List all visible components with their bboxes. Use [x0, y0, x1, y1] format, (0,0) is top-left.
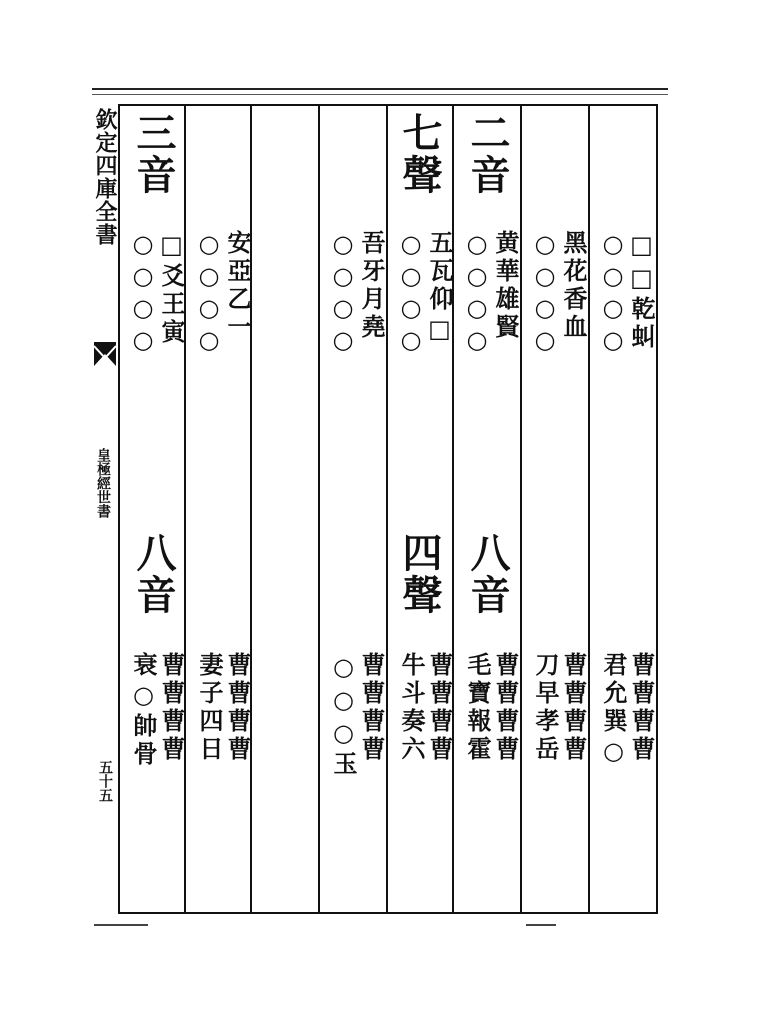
text-line: ○○○玉 — [329, 652, 358, 779]
top-rule — [92, 88, 668, 90]
column-divider — [588, 104, 590, 914]
text-line: ○○○○ — [329, 230, 357, 358]
text-line: 曹曹曹曹 — [559, 652, 588, 764]
column-divider — [250, 104, 252, 914]
top-rule-thin — [92, 94, 668, 95]
text-line: ○○○○ — [463, 230, 491, 358]
column-divider — [386, 104, 388, 914]
text-line: □爻王寅 — [157, 230, 186, 347]
column-divider — [318, 104, 320, 914]
text-line: 牛斗奏六 — [397, 652, 426, 764]
book-subtitle: 皇極經世書 — [95, 448, 111, 518]
text-line: 妻子四日 — [195, 652, 224, 764]
text-line: 曹曹曹曹 — [223, 652, 252, 764]
column-divider — [520, 104, 522, 914]
text-line: 曹曹曹曹 — [157, 652, 186, 764]
text-line: 五瓦仰□ — [425, 230, 454, 347]
text-line: 黑花香血 — [559, 230, 588, 342]
column-divider — [452, 104, 454, 914]
section-heading: 八音 — [130, 532, 177, 616]
book-title: 欽定四庫全書 — [92, 108, 118, 246]
text-line: ○○○○ — [531, 230, 559, 358]
text-line: 吾牙月堯 — [357, 230, 386, 342]
page-number: 五十五 — [97, 760, 113, 802]
section-heading: 七聲 — [396, 112, 443, 196]
page-frame — [118, 104, 658, 914]
text-line: 安亞乙一 — [223, 230, 252, 342]
section-heading: 三音 — [130, 112, 177, 196]
text-line: 曹曹曹曹 — [491, 652, 520, 764]
text-line: 曹曹曹曹 — [357, 652, 386, 764]
column-divider — [184, 104, 186, 914]
section-heading: 八音 — [464, 532, 511, 616]
text-line: ○○○○ — [397, 230, 425, 358]
text-line: ○○○○ — [599, 230, 627, 358]
text-line: 曹曹曹曹 — [627, 652, 656, 764]
fishtail-mark-icon — [92, 340, 118, 370]
text-line: 黄華雄賢 — [491, 230, 520, 342]
text-line: 曹曹曹曹 — [425, 652, 454, 764]
text-line: ○○○○ — [195, 230, 223, 358]
text-line: 刀早孝岳 — [531, 652, 560, 764]
text-line: 毛寶報霍 — [463, 652, 492, 764]
text-line: ○○○○ — [129, 230, 157, 358]
section-heading: 四聲 — [396, 532, 443, 616]
print-mark — [526, 924, 556, 926]
text-line: □□乾虯 — [627, 230, 656, 352]
print-mark — [94, 924, 148, 926]
text-line: 衰○帥骨 — [129, 652, 158, 769]
section-heading: 二音 — [464, 112, 511, 196]
text-line: 君允巽○ — [599, 652, 628, 769]
